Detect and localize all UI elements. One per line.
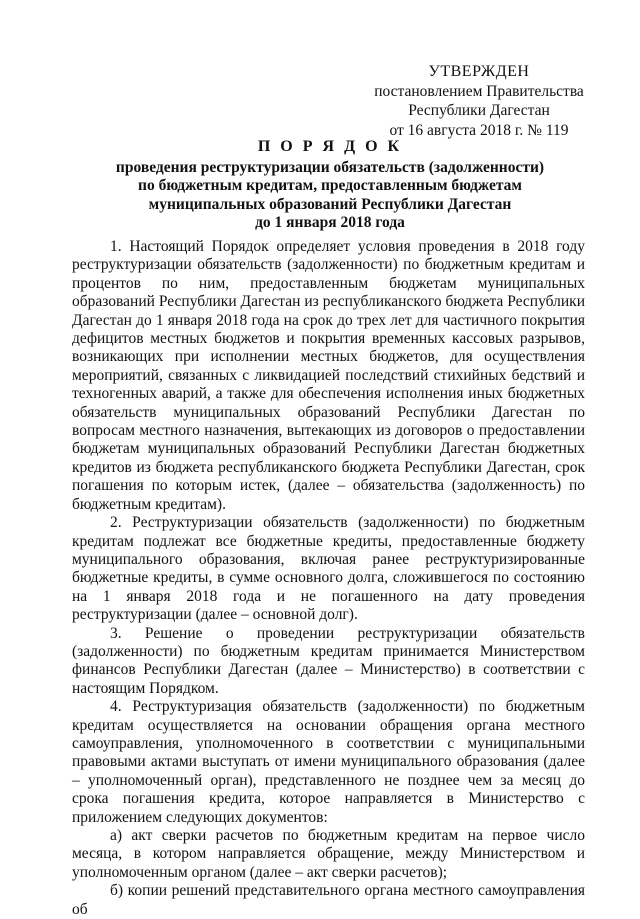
title-line-1: проведения реструктуризации обязательств (задолженности) — [115, 158, 545, 176]
document-title: П О Р Я Д О К — [257, 138, 403, 155]
paragraph-3: 3. Решение о проведении реструктуризации обязательств (задолженности) по бюджетным кредитам принимается Министерством финансов Республики Дагестан (далее – Министерство) в соответствии с настоящим Порядком. — [72, 624, 585, 697]
paragraph-4: 4. Реструктуризация обязательств (задолженности) по бюджетным кредитам осуществляется на основании обращения органа местного самоуправления, уполномоченного в соответствии с муниципальными правовыми актами выступать от имени муниципального образования (далее – уполномоченный орган), представленного не позднее чем за месяц до срока погашения кредита, которое направляется в Министерство с приложением следующих документов: — [72, 698, 585, 826]
paragraph-2: 2. Реструктуризации обязательств (задолженности) по бюджетным кредитам подлежат все бюджетные кредиты, предоставленные бюджету муниципального образования, включая ранее реструктуризированные бюджетные кредиты, в сумме основного долга, сложившегося по состоянию на 1 января 2018 года и не погашенного на дату проведения реструктуризации (далее – основной долг). — [72, 514, 585, 624]
title-line-3: муниципальных образований Республики Дагестан — [148, 195, 512, 213]
paragraph-1: 1. Настоящий Порядок определяет условия проведения в 2018 году реструктуризации обязательств (задолженности) по бюджетным кредитам и процентов по ним, предоставленным бюджетам муниципальных образований Республики Дагестан из республиканского бюджета Республики Дагестан до 1 января 2018 года на срок до трех лет для частичного покрытия дефицитов местных бюджетов и покрытия временных кассовых разрывов, возникающих при исполнении местных бюджетов, для осуществления мероприятий, связанных с ликвидацией последствий стихийных бедствий и техногенных аварий, а также для обеспечения исполнения иных бюджетных обязательств муниципальных образований Республики Дагестан по вопросам местного назначения, вытекающих из договоров о предоставлении бюджетам муниципальных образований Республики Дагестан бюджетных кредитов из бюджета республиканского бюджета Республики Дагестан, срок погашения по которым истек, (далее – обязательства (задолженность) по бюджетным кредитам). — [72, 238, 585, 513]
approval-line-2: Республики Дагестан — [408, 102, 550, 119]
paragraph-4-item-b: б) копии решений представительного органа местного самоуправления об — [72, 882, 585, 918]
approval-stamp — [374, 62, 584, 140]
approval-line-1: постановлением Правительства — [374, 82, 584, 100]
approval-heading: УТВЕРЖДЕН — [428, 63, 530, 80]
title-line-4: до 1 января 2018 года — [255, 214, 405, 231]
title-line-2: по бюджетным кредитам, предоставленным бюджетам — [138, 177, 522, 194]
approval-line-3: от 16 августа 2018 г. № 119 — [389, 121, 569, 139]
paragraph-4-item-a: а) акт сверки расчетов по бюджетным кредитам на первое число месяца, в котором направляется обращение, между Министерством и уполномоченным органом (далее – акт сверки расчетов); — [72, 827, 585, 881]
document-title-block — [60, 138, 600, 233]
document-body — [72, 238, 585, 919]
